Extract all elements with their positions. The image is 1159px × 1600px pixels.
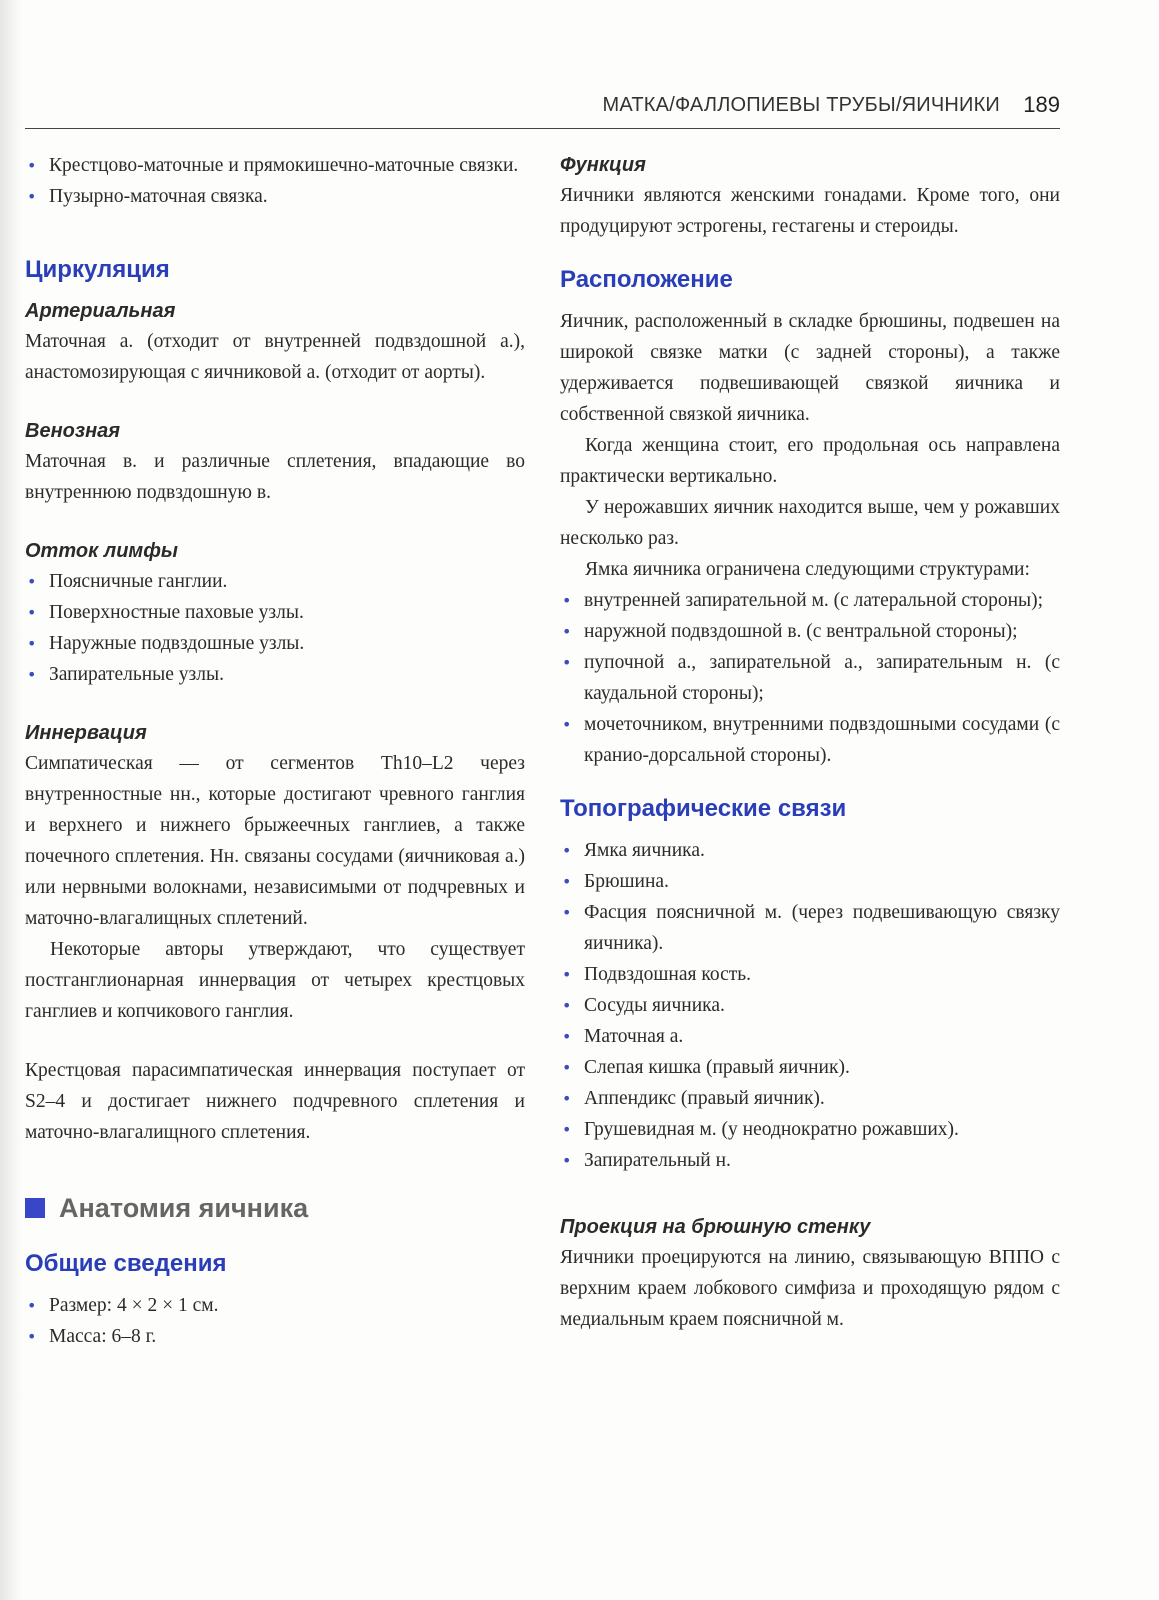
innervation-paragraph: Симпатическая — от сегментов Th10–L2 через внутренностные нн., которые достигают чревного ганглия и верхнего и нижнего брыжеечных ганглиев, а также почечного сплетения. Нн. связаны сосудами (яичниковая а.) или нервными волокнами, независимыми от подчревных и маточно-влагалищных сплетений. xyxy=(25,753,525,929)
location-heading: Расположение xyxy=(560,266,733,293)
list-item: • Фасция поясничной м. (через подвешивающую связку яичника). xyxy=(560,897,1060,959)
location-paragraph: Ямка яичника ограничена следующими структурами: xyxy=(585,559,1030,580)
list-item: • наружной подвздошной в. (с вентральной стороны); xyxy=(560,616,1060,647)
list-item: • Наружные подвздошные узлы. xyxy=(25,628,525,659)
page-number: 189 xyxy=(1023,92,1060,117)
function-heading: Функция xyxy=(560,154,646,176)
list-item: • Маточная а. xyxy=(560,1021,1060,1052)
topography-list xyxy=(560,835,1060,1176)
topography-heading: Топографические связи xyxy=(560,795,847,822)
general-info-list xyxy=(25,1290,525,1352)
list-item: • Слепая кишка (правый яичник). xyxy=(560,1052,1060,1083)
list-item: • Поясничные ганглии. xyxy=(25,566,525,597)
ligament-list xyxy=(25,150,525,212)
list-item: • Грушевидная м. (у неоднократно рожавших). xyxy=(560,1114,1060,1145)
list-item: • Масса: 6–8 г. xyxy=(25,1321,525,1352)
list-item: • Сосуды яичника. xyxy=(560,990,1060,1021)
lymph-heading: Отток лимфы xyxy=(25,540,178,562)
function-text: Яичники являются женскими гонадами. Кроме того, они продуцируют эстрогены, гестагены и стероиды. xyxy=(560,185,1060,237)
list-item: • Запирательные узлы. xyxy=(25,659,525,690)
projection-heading: Проекция на брюшную стенку xyxy=(560,1216,871,1238)
list-item: • Пузырно-маточная связка. xyxy=(25,181,525,212)
location-paragraph: Яичник, расположенный в складке брюшины, подвешен на широкой связке матки (с задней стороны), а также удерживается подвешивающей связкой яичника и собственной связкой яичника. xyxy=(560,311,1060,425)
innervation-paragraph: Крестцовая парасимпатическая иннервация поступает от S2–4 и достигает нижнего подчревного сплетения и маточно-влагалищного сплетения. xyxy=(25,1060,525,1143)
location-paragraph: У нерожавших яичник находится выше, чем у рожавших несколько раз. xyxy=(560,497,1060,549)
right-column xyxy=(560,150,1060,1335)
running-header xyxy=(25,90,1060,129)
list-item: • Запирательный н. xyxy=(560,1145,1060,1176)
list-item: • Поверхностные паховые узлы. xyxy=(25,597,525,628)
lymph-list xyxy=(25,566,525,690)
general-info-heading: Общие сведения xyxy=(25,1250,227,1277)
list-item: • Подвздошная кость. xyxy=(560,959,1060,990)
list-item: • Ямка яичника. xyxy=(560,835,1060,866)
projection-text: Яичники проецируются на линию, связывающую ВППО с верхним краем лобкового симфиза и проходящую рядом с медиальным краем поясничной м. xyxy=(560,1247,1060,1330)
list-item: • Размер: 4 × 2 × 1 см. xyxy=(25,1290,525,1321)
arterial-heading: Артериальная xyxy=(25,300,176,322)
list-item: • Крестцово-маточные и прямокишечно-маточные связки. xyxy=(25,150,525,181)
location-paragraph: Когда женщина стоит, его продольная ось направлена практически вертикально. xyxy=(560,435,1060,487)
fossa-boundaries-list xyxy=(560,585,1060,771)
innervation-heading: Иннервация xyxy=(25,722,147,744)
list-item: • Аппендикс (правый яичник). xyxy=(560,1083,1060,1114)
list-item: • Брюшина. xyxy=(560,866,1060,897)
page-gutter-shadow xyxy=(0,0,22,1600)
section-square-icon xyxy=(25,1198,45,1218)
venous-heading: Венозная xyxy=(25,420,121,442)
innervation-paragraph: Некоторые авторы утверждают, что существует постганглионарная иннервация от четырех крестцовых ганглиев и копчикового ганглия. xyxy=(25,939,525,1022)
list-item: • внутренней запирательной м. (с латеральной стороны); xyxy=(560,585,1060,616)
header-title: МАТКА/ФАЛЛОПИЕВЫ ТРУБЫ/ЯИЧНИКИ xyxy=(602,94,1000,116)
list-item: • пупочной а., запирательной а., запирательным н. (с каудальной стороны); xyxy=(560,647,1060,709)
left-column xyxy=(25,150,525,1352)
venous-text: Маточная в. и различные сплетения, впадающие во внутреннюю подвздошную в. xyxy=(25,451,525,503)
circulation-heading: Циркуляция xyxy=(25,256,170,283)
ovary-section-heading xyxy=(25,1190,525,1226)
list-item: • мочеточником, внутренними подвздошными сосудами (с кранио-дорсальной стороны). xyxy=(560,709,1060,771)
ovary-section-title: Анатомия яичника xyxy=(59,1193,309,1223)
arterial-text: Маточная а. (отходит от внутренней подвздошной а.), анастомозирующая с яичниковой а. (отходит от аорты). xyxy=(25,331,525,383)
